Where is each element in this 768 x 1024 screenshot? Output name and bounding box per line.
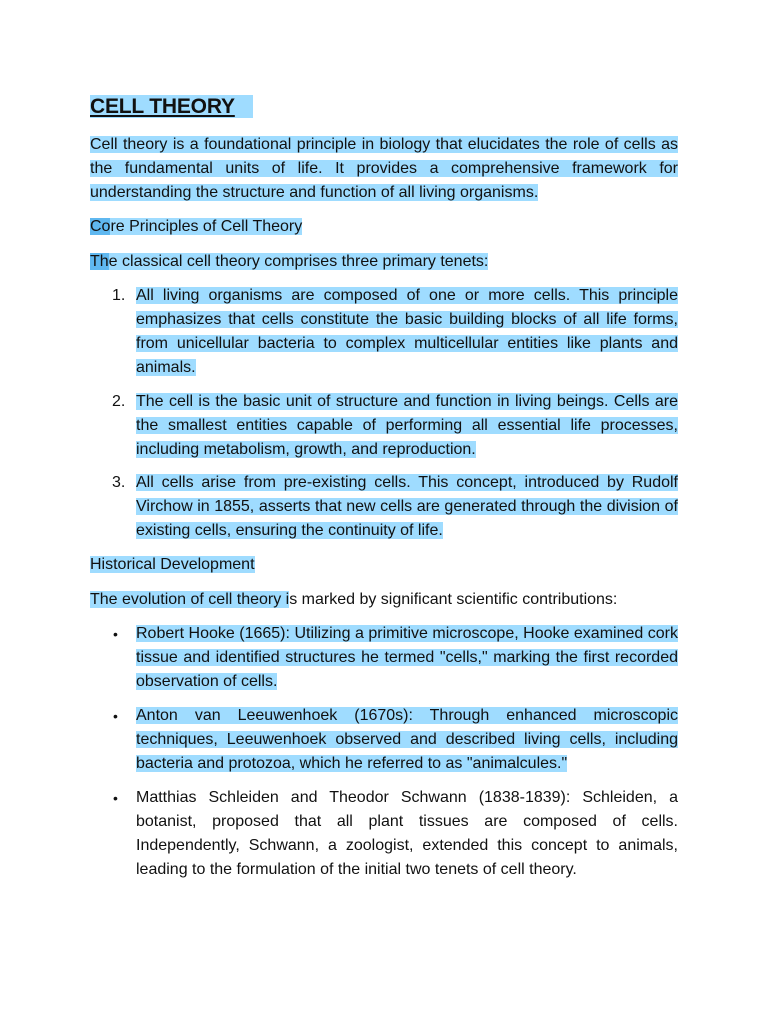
history-intro xyxy=(90,588,617,612)
history-item-text: Anton van Leeuwenhoek (1670s): Through enhanced microscopic techniques, Leeuwenhoek observed and described living cells, including bacteria and protozoa, which he referred to as "animalcules." xyxy=(136,707,678,772)
page-title xyxy=(90,94,253,120)
title-text: CELL THEORY xyxy=(90,95,253,118)
history-heading-text: Historical Development xyxy=(90,556,255,573)
intro-text: Cell theory is a foundational principle in biology that elucidates the role of cells as the fundamental units of life. It provides a comprehensive framework for understanding the structure and function of all living organisms. xyxy=(90,136,678,201)
intro-paragraph xyxy=(90,133,678,205)
history-intro-highlighted: The evolution of cell theory i xyxy=(90,591,290,608)
bullet-marker: • xyxy=(113,790,118,806)
tenet-number: 3. xyxy=(112,474,126,491)
core-heading-rest: re Principles of Cell Theory xyxy=(110,218,303,235)
tenet-lead: All living organisms are composed of one or more cells. xyxy=(136,287,571,304)
tenets-intro-lead: Th xyxy=(90,253,109,270)
core-heading-lead: Co xyxy=(90,218,111,235)
tenet-text: This concept, introduced by Rudolf Virchow in 1855, asserts that new cells are generated through the division of existing cells, ensuring the continuity of life. xyxy=(136,474,679,539)
list-item xyxy=(136,786,678,882)
tenets-intro xyxy=(90,250,488,274)
tenet-lead: All cells arise from pre-existing cells. xyxy=(136,474,411,491)
list-item xyxy=(136,390,678,462)
tenet-lead: The cell is the basic unit of structure and function in living beings. xyxy=(136,393,609,410)
tenet-number: 2. xyxy=(112,393,126,410)
list-item xyxy=(136,622,678,694)
bullet-marker: • xyxy=(113,708,118,724)
tenet-number: 1. xyxy=(112,287,126,304)
list-item xyxy=(136,704,678,776)
historical-development-heading xyxy=(90,553,255,577)
bullet-marker: • xyxy=(113,626,118,642)
history-intro-rest: s marked by significant scientific contributions: xyxy=(289,591,618,608)
history-item-text: Matthias Schleiden and Theodor Schwann (1838-1839): Schleiden, a botanist, proposed that all plant tissues are composed of cells. Independently, Schwann, a zoologist, extended this concept to animals, leading to the formulation of the initial two tenets of cell theory. xyxy=(136,789,678,878)
tenet-text: This principle emphasizes that cells constitute the basic building blocks of all life forms, from unicellular bacteria to complex multicellular entities like plants and animals. xyxy=(136,287,678,376)
core-principles-heading xyxy=(90,215,302,239)
history-item-text: Robert Hooke (1665): Utilizing a primitive microscope, Hooke examined cork tissue and identified structures he termed "cells," marking the first recorded observation of cells. xyxy=(136,625,678,690)
list-item xyxy=(136,471,678,543)
list-item xyxy=(136,284,678,380)
tenet-text: Cells are the smallest entities capable of performing all essential life processes, including metabolism, growth, and reproduction. xyxy=(136,393,679,458)
tenets-intro-rest: e classical cell theory comprises three primary tenets: xyxy=(108,253,489,270)
